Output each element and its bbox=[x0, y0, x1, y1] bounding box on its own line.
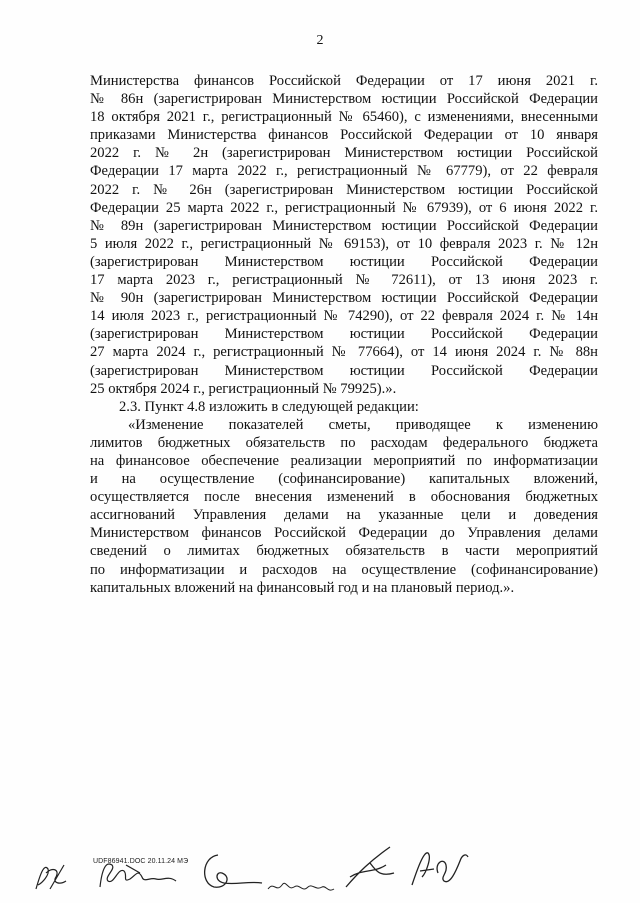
text-line: 25 октября 2024 г., регистрационный № 79925).». bbox=[90, 380, 397, 397]
signature-2 bbox=[96, 855, 186, 895]
text-line: 17 марта 2023 г., регистрационный № 72611), от 13 июня 2023 г. bbox=[90, 272, 598, 289]
text-line: Федерации 25 марта 2022 г., регистрационный № 67939), от 6 июня 2022 г. bbox=[90, 199, 598, 216]
paragraph-heading: 2.3. Пункт 4.8 изложить в следующей редакции: bbox=[119, 398, 419, 415]
text-line: по информатизации и расходов на осуществление (софинансирование) bbox=[90, 561, 598, 578]
text-line: ассигнований Управления делами на указанные цели и доведения bbox=[90, 507, 598, 524]
signature-4 bbox=[266, 869, 336, 899]
text-line: «Изменение показателей сметы, приводящее к изменению bbox=[128, 416, 598, 433]
signature-5 bbox=[340, 843, 400, 893]
signature-6 bbox=[404, 843, 474, 893]
text-line: 14 июля 2023 г., регистрационный № 74290), от 22 февраля 2024 г. № 14н bbox=[90, 308, 598, 325]
text-line: сведений о лимитах бюджетных обязательств в части мероприятий bbox=[90, 543, 598, 560]
text-line: осуществляется после внесения изменений в обоснования бюджетных bbox=[90, 489, 598, 506]
text-line: (зарегистрирован Министерством юстиции Российской Федерации bbox=[90, 362, 598, 379]
document-footer-code: UDF86941.DOC 20.11.24 МЭ bbox=[93, 858, 189, 865]
signature-3 bbox=[196, 847, 266, 897]
text-line: 18 октября 2021 г., регистрационный № 65460), с изменениями, внесенными bbox=[90, 109, 598, 126]
text-line: № 90н (зарегистрирован Министерством юстиции Российской Федерации bbox=[90, 290, 598, 307]
signature-1 bbox=[30, 855, 70, 895]
text-line: Министерства финансов Российской Федерации от 17 июня 2021 г. bbox=[90, 73, 598, 89]
text-line: 2022 г. № 26н (зарегистрирован Министерством юстиции Российской bbox=[90, 181, 598, 198]
text-line: лимитов бюджетных обязательств по расходам федерального бюджета bbox=[90, 434, 598, 451]
text-line: и на осуществление (софинансирование) капитальных вложений, bbox=[90, 471, 598, 488]
text-line: (зарегистрирован Министерством юстиции Российской Федерации bbox=[90, 326, 598, 343]
text-line: приказами Министерства финансов Российской Федерации от 10 января bbox=[90, 127, 598, 144]
text-line: на финансовое обеспечение реализации мероприятий по информатизации bbox=[90, 452, 598, 469]
text-line: капитальных вложений на финансовый год и на плановый период.». bbox=[90, 579, 515, 596]
text-line: № 86н (зарегистрирован Министерством юстиции Российской Федерации bbox=[90, 91, 598, 108]
document-body bbox=[90, 72, 598, 597]
text-line: 2022 г. № 2н (зарегистрирован Министерством юстиции Российской bbox=[90, 145, 598, 162]
text-line: (зарегистрирован Министерством юстиции Российской Федерации bbox=[90, 253, 598, 270]
text-line: 27 марта 2024 г., регистрационный № 77664), от 14 июня 2024 г. № 88н bbox=[90, 344, 598, 361]
text-line: Министерством финансов Российской Федерации до Управления делами bbox=[90, 525, 598, 542]
text-line: Федерации 17 марта 2022 г., регистрационный № 67779), от 22 февраля bbox=[90, 163, 598, 180]
signature-block bbox=[0, 835, 640, 903]
text-line: № 89н (зарегистрирован Министерством юстиции Российской Федерации bbox=[90, 217, 598, 234]
text-line: 5 июля 2022 г., регистрационный № 69153), от 10 февраля 2023 г. № 12н bbox=[90, 235, 598, 252]
page-number: 2 bbox=[316, 33, 324, 48]
